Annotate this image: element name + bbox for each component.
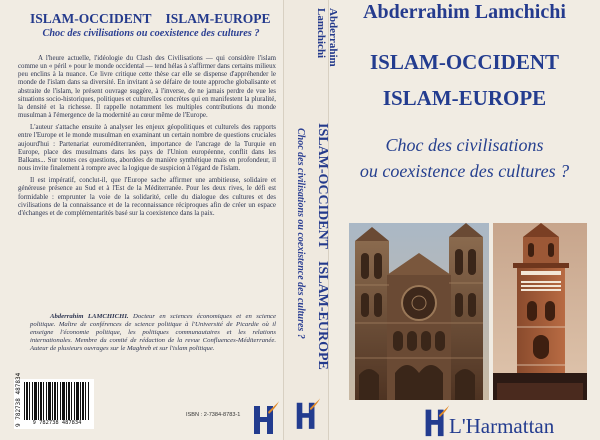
bio-name: Abderrahim LAMCHICHI. (50, 313, 129, 320)
isbn: ISBN : 2-7384-8783-1 (186, 412, 241, 418)
spine-author-last: Lamchichi (315, 8, 327, 59)
harmattan-logo-icon (421, 404, 451, 438)
back-title-right: ISLAM-EUROPE (165, 11, 271, 26)
minaret-photo (493, 223, 587, 400)
spine-title (314, 123, 330, 382)
spine-title-left: ISLAM-OCCIDENT (315, 123, 330, 250)
back-cover (0, 0, 283, 440)
front-subtitle-line-1: Choc des civilisations (385, 135, 544, 155)
spine-subtitle: Choc des civilisations ou coexistence des cultures ? (295, 128, 306, 339)
author-bio (30, 313, 276, 353)
harmattan-logo-icon (293, 397, 321, 431)
back-title (30, 11, 278, 27)
publisher (421, 402, 600, 440)
blurb-paragraph-1: A l'heure actuelle, l'idéologie du Clash des Civilisations — qui considère l'islam comme un « péril » pour le monde occidental — tend hélas à s'affirmer dans certains milieux peu enclins à la nuance. Ce livre critique cette thèse car elle se dispense d'appréhender le monde de l'islam dans sa diversité. En invitant à se défaire de toute approche globalisante et abstraite de l'islam, le présent ouvrage suggère, à l'inverse, de ne jamais perdre de vue les situations socio-historiques, politiques et culturelles concrètes qui en manifestent la pluralité, la densité et la richesse. Il rappelle notamment les multiples contributions du monde musulman à l'émergence de la modernité au cœur même de l'Europe. (18, 55, 276, 120)
back-title-left: ISLAM-OCCIDENT (30, 11, 152, 26)
spine-author-first: Abderrahim (327, 8, 339, 67)
back-subtitle: Choc des civilisations ou coexistence des cultures ? (42, 28, 260, 39)
front-title-line-2: ISLAM-EUROPE (382, 86, 547, 110)
spine-title-right: ISLAM-EUROPE (315, 261, 330, 370)
cathedral-photo (349, 223, 489, 400)
blurb-paragraph-2: L'auteur s'attache ensuite à analyser les enjeux géopolitiques et culturels des rapports entre l'Europe et le monde musulman en examinant un certain nombre de questions cruciales aujourd'hui : Partenariat euroméditerranéen, importance de l'ancrage de la Turquie en Europe, place des musulmans dans les pays de l'Union européenne, conflit dans les Balkans... Sur toutes ces questions, abordées de manière synthétique mais en profondeur, il nous invite finalement à rompre avec la logique de suspicion à l'égard de l'islam. (18, 124, 276, 173)
barcode-caption: 9 782738 487834 (32, 420, 82, 426)
barcode-side-digits: 9 782738 487834 (15, 372, 22, 427)
spine (283, 0, 339, 440)
barcode-bars (24, 382, 90, 420)
barcode (14, 372, 94, 429)
front-cover (329, 0, 600, 440)
blurb-paragraph-3: Il est impératif, conclut-il, que l'Europe sache affirmer une ambitieuse, solidaire et généreuse présence au Sud et à l'Est de la Méditerranée. Pour les deux rives, le défi est formidable : emprunter la voie de la solidarité, celle du dialogue des cultures et des civilisations de la connaissance et de la reconnaissance réciproques afin de créer un espace d'échanges et de complémentarités basé sur la coexistence dans la paix. (18, 177, 276, 217)
bio-text: Docteur en sciences économiques et en science politique. Maître de conférences de science politique à l'Université de Picardie où il enseigne l'économie politique, les politiques communautaires et les relations internationales. Membre du comité de rédaction de la revue Confluences-Méditerranée. Auteur de plusieurs ouvrages sur le Maghreb et sur l'islam politique. (30, 313, 276, 352)
publisher-name: L'Harmattan (449, 414, 555, 438)
back-blurb (18, 55, 276, 222)
front-title-line-1: ISLAM-OCCIDENT (369, 50, 560, 74)
front-author: Abderrahim Lamchichi (363, 1, 566, 23)
harmattan-logo-icon (250, 400, 280, 436)
front-subtitle-line-2: ou coexistence des cultures ? (359, 161, 570, 181)
